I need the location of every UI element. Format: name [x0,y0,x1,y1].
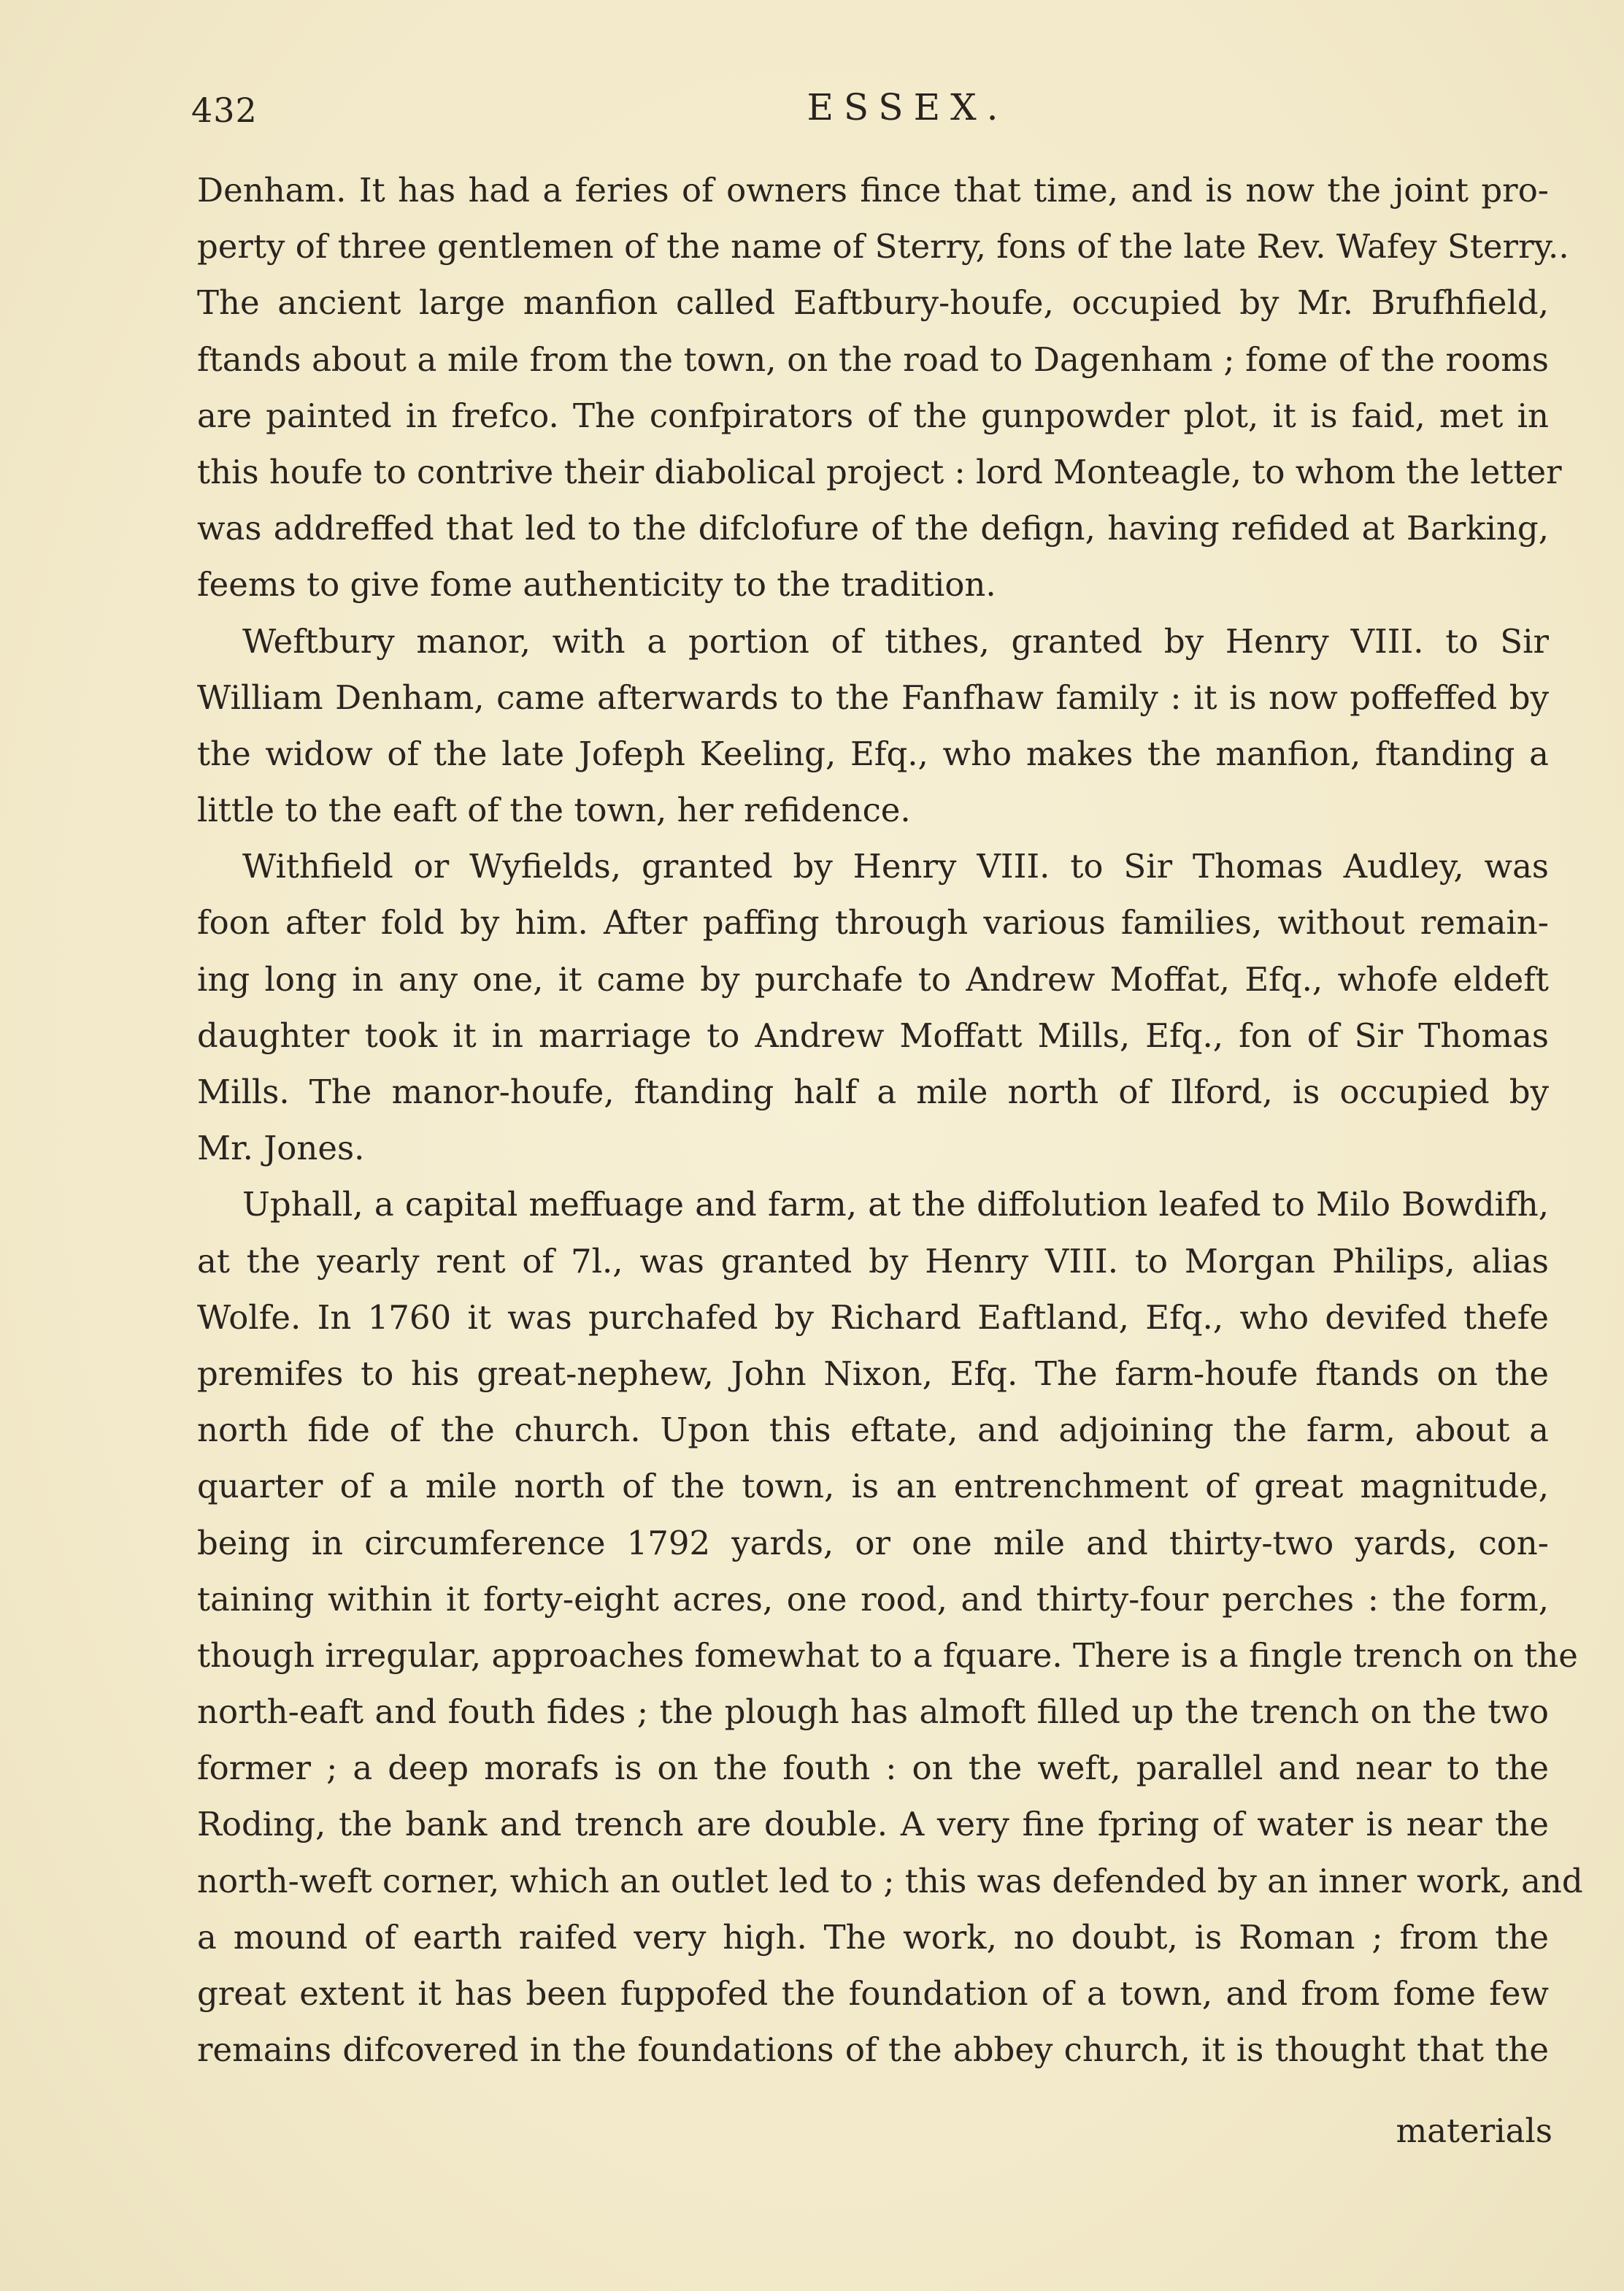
text-line: Mr. Jones. [197,1129,365,1168]
text-line: perty of three gentlemen of the name of Sterry, fons of the late Rev. Wafey Sterry.. [197,227,1569,266]
page-number: 432 [191,91,258,130]
text-line: are painted in frefco. The confpirators of the gunpowder plot, it is faid, met in [197,396,1549,435]
page-header [191,86,1624,137]
running-head: ESSEX. [807,86,1009,128]
text-line: The ancient large manfion called Eaftbury-houfe, occupied by Mr. Brufhfield, [197,283,1549,323]
text-line: though irregular, approaches fomewhat to a fquare. There is a fingle trench on the [197,1635,1578,1675]
text-line: the widow of the late Jofeph Keeling, Efq., who makes the manfion, ftanding a [197,734,1549,773]
text-line: north-eaft and fouth fides ; the plough has almoft filled up the trench on the two [197,1692,1549,1732]
text-line: quarter of a mile north of the town, is an entrenchment of great magnitude, [197,1467,1549,1506]
text-line: this houfe to contrive their diabolical project : lord Monteagle, to whom the letter [197,452,1562,491]
paragraph-start-line: Uphall, a capital meffuage and farm, at the diffolution leafed to Milo Bowdifh, [242,1185,1549,1224]
text-line: taining within it forty-eight acres, one rood, and thirty-four perches : the form, [197,1579,1549,1619]
text-line: was addreffed that led to the difclofure of the defign, having refided at Barking, [197,509,1549,548]
text-line: William Denham, came afterwards to the Fanfhaw family : it is now poffeffed by [197,678,1549,717]
body-text [197,162,1583,2078]
paragraph-start-line: Weftbury manor, with a portion of tithes, granted by Henry VIII. to Sir [242,621,1549,661]
text-line: Roding, the bank and trench are double. A very fine fpring of water is near the [197,1805,1549,1844]
text-line: great extent it has been fuppofed the foundation of a town, and from fome few [197,1974,1549,2013]
text-line: remains difcovered in the foundations of the abbey church, it is thought that the [197,2030,1549,2070]
text-line: premifes to his great-nephew, John Nixon, Efq. The farm-houfe ftands on the [197,1354,1549,1393]
text-line: being in circumference 1792 yards, or one mile and thirty-two yards, con- [197,1523,1549,1562]
text-line: a mound of earth raifed very high. The work, no doubt, is Roman ; from the [197,1917,1549,1957]
text-line: Mills. The manor-houfe, ftanding half a mile north of Ilford, is occupied by [197,1072,1549,1111]
text-line: at the yearly rent of 7l., was granted by Henry VIII. to Morgan Philips, alias [197,1241,1549,1281]
text-line: daughter took it in marriage to Andrew Moffatt Mills, Efq., fon of Sir Thomas [197,1016,1549,1055]
text-line: north-weft corner, which an outlet led to ; this was defended by an inner work, and [197,1861,1583,1900]
text-line: ing long in any one, it came by purchafe to Andrew Moffat, Efq., whofe eldeft [197,959,1549,999]
text-line: foon after fold by him. After paffing through various families, without remain- [197,903,1549,943]
text-line: north fide of the church. Upon this eftate, and adjoining the farm, about a [197,1411,1549,1450]
catchword: materials [1396,2111,1552,2150]
paragraph-start-line: Withfield or Wyfields, granted by Henry VIII. to Sir Thomas Audley, was [242,847,1549,886]
text-line: little to the eaft of the town, her refidence. [197,791,911,830]
text-line: Wolfe. In 1760 it was purchafed by Richard Eaftland, Efq., who devifed thefe [197,1297,1549,1337]
text-line: Denham. It has had a feries of owners fince that time, and is now the joint pro- [197,171,1549,210]
text-line: former ; a deep morafs is on the fouth : on the weft, parallel and near to the [197,1749,1549,1788]
text-line: feems to give fome authenticity to the tradition. [197,565,996,605]
text-line: ftands about a mile from the town, on the road to Dagenham ; fome of the rooms [197,339,1549,379]
